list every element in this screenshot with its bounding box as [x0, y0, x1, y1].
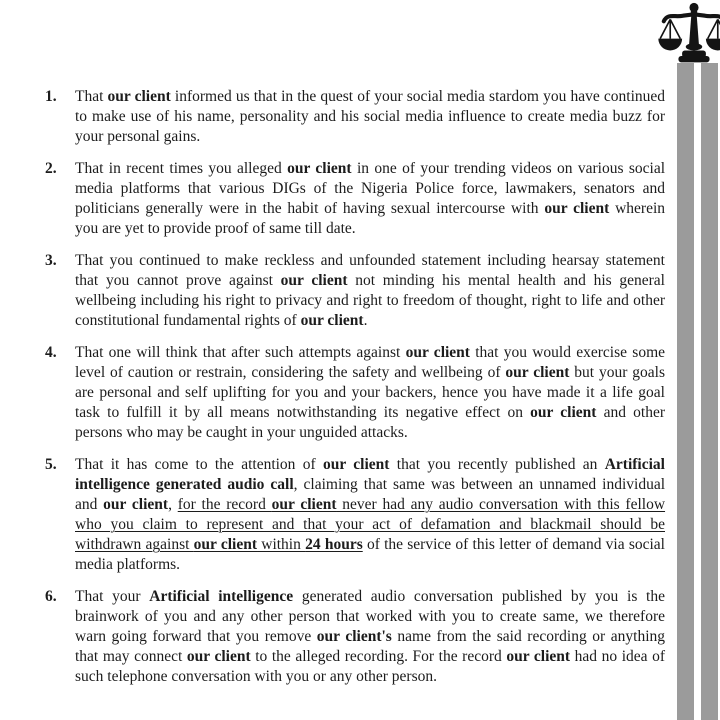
- decorative-bar-right: [701, 63, 718, 720]
- paragraph-number: 6.: [45, 588, 57, 605]
- paragraph-item: [45, 587, 665, 687]
- paragraph-item: [45, 455, 665, 575]
- paragraph-item: [45, 251, 665, 331]
- paragraph-number: 5.: [45, 456, 57, 473]
- paragraph-item: [45, 87, 665, 147]
- paragraph-item: [45, 159, 665, 239]
- paragraph-text: That you continued to make reckless and unfounded statement including hearsay statement that you cannot prove against our client not minding his mental health and his general wellbeing including his right to privacy and right to freedom of thought, right to life and other constitutional fundamental rights of our client.: [75, 252, 665, 329]
- paragraph-text: That one will think that after such attempts against our client that you would exercise some level of caution or restrain, considering the safety and wellbeing of our client but your goals are personal and self uplifting for you and your backers, hence you have made it a life goal task to fulfill it by all means notwithstanding its negative effect on our client and other persons who may be caught in your unguided attacks.: [75, 344, 665, 441]
- demand-paragraph-list: [45, 87, 665, 687]
- paragraph-text: That our client informed us that in the quest of your social media stardom you have continued to make use of his name, personality and his social media influence to create media buzz for your personal gains.: [75, 88, 665, 145]
- paragraph-number: 4.: [45, 344, 57, 361]
- scales-of-justice-icon: [654, 2, 720, 66]
- letter-body: [45, 87, 665, 699]
- paragraph-number: 1.: [45, 88, 57, 105]
- paragraph-number: 3.: [45, 252, 57, 269]
- decorative-bar-left: [677, 63, 694, 720]
- paragraph-text: That it has come to the attention of our client that you recently published an Artificial intelligence generated audio call, claiming that same was between an unnamed individual and our client, for the record our client never had any audio conversation with this fellow who you claim to represent and that your act of defamation and blackmail should be withdrawn against our client within 24 hours of the service of this letter of demand via social media platforms.: [75, 456, 666, 573]
- paragraph-number: 2.: [45, 160, 57, 177]
- paragraph-item: [45, 343, 665, 443]
- paragraph-text: That in recent times you alleged our client in one of your trending videos on various social media platforms that various DIGs of the Nigeria Police force, lawmakers, senators and politicians generally were in the habit of having sexual intercourse with our client wherein you are yet to provide proof of same till date.: [75, 160, 666, 237]
- paragraph-text: That your Artificial intelligence generated audio conversation published by you is the brainwork of you and any other person that worked with you to create same, we therefore warn going forward that you remove our client's name from the said recording or anything that may connect our client to the alleged recording. For the record our client had no idea of such telephone conversation with you or any other person.: [75, 588, 666, 685]
